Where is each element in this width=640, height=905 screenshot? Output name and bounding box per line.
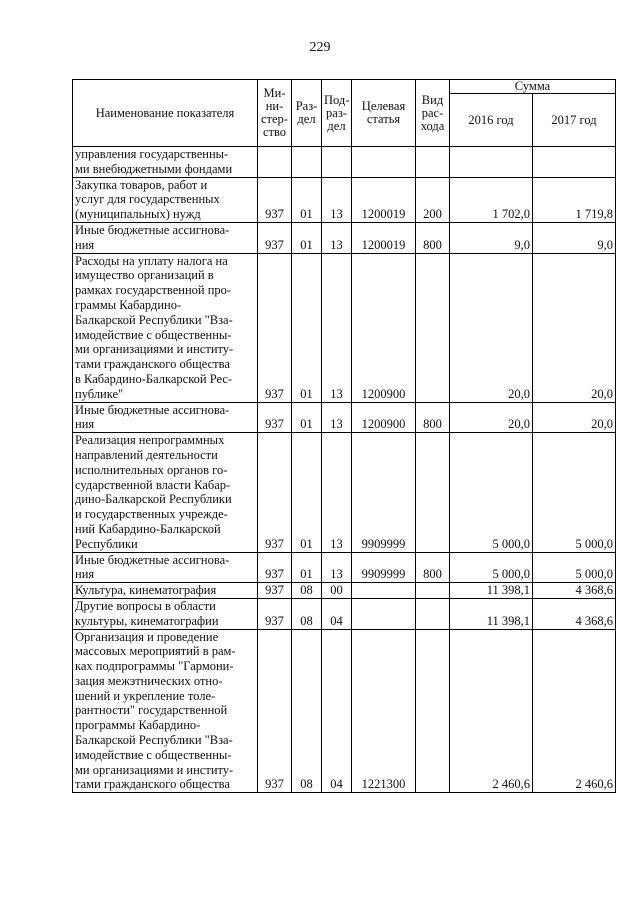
cell-subsection: 04 — [322, 598, 352, 629]
cell-ministry — [258, 147, 292, 178]
cell-expense-type — [416, 629, 450, 793]
header-expense-type: Вид рас- хода — [416, 80, 450, 147]
cell-name: Расходы на уплату налога на имущество организаций в рамках государственной про- граммы Кабардино- Балкарской Республики "Вза- имодействие с общественны- ми организациями и институ- тами гражданского общества в Кабардино-Балкарской Рес- публике" — [73, 253, 258, 402]
cell-section: 01 — [292, 433, 322, 552]
cell-subsection: 00 — [322, 583, 352, 599]
cell-sum-2017: 20,0 — [533, 253, 616, 402]
cell-target — [352, 598, 416, 629]
cell-section: 01 — [292, 552, 322, 583]
cell-ministry: 937 — [258, 583, 292, 599]
cell-expense-type: 800 — [416, 552, 450, 583]
cell-name: Организация и проведение массовых мероприятий в рам- ках подпрограммы "Гармони- зация межэтнических отно- шений и укрепление толе- рантности" государственной программы Кабардино- Балкарской Республики "Вза- имодействие с общественны- ми организациями и институ- тами гражданского общества — [73, 629, 258, 793]
cell-expense-type: 800 — [416, 222, 450, 253]
table-row — [73, 402, 616, 433]
cell-sum-2016: 11 398,1 — [450, 583, 533, 599]
header-target: Целевая статья — [352, 80, 416, 147]
cell-sum-2017: 5 000,0 — [533, 552, 616, 583]
header-year-2016: 2016 год — [450, 94, 533, 147]
cell-section: 08 — [292, 583, 322, 599]
cell-subsection: 13 — [322, 177, 352, 222]
cell-subsection: 13 — [322, 433, 352, 552]
cell-sum-2017: 5 000,0 — [533, 433, 616, 552]
cell-sum-2017: 9,0 — [533, 222, 616, 253]
cell-expense-type — [416, 147, 450, 178]
cell-section: 08 — [292, 598, 322, 629]
cell-sum-2017: 4 368,6 — [533, 598, 616, 629]
cell-section: 01 — [292, 402, 322, 433]
cell-expense-type — [416, 433, 450, 552]
cell-target — [352, 147, 416, 178]
cell-section — [292, 147, 322, 178]
cell-sum-2016: 5 000,0 — [450, 552, 533, 583]
cell-sum-2016 — [450, 147, 533, 178]
table-row — [73, 583, 616, 599]
cell-subsection — [322, 147, 352, 178]
cell-target: 9909999 — [352, 552, 416, 583]
cell-name: Иные бюджетные ассигнова- ния — [73, 222, 258, 253]
cell-ministry: 937 — [258, 222, 292, 253]
cell-ministry: 937 — [258, 629, 292, 793]
page-number: 229 — [309, 40, 331, 55]
header-year-2017: 2017 год — [533, 94, 616, 147]
cell-section: 01 — [292, 177, 322, 222]
cell-sum-2017: 4 368,6 — [533, 583, 616, 599]
header-section: Раз- дел — [292, 80, 322, 147]
cell-sum-2016: 2 460,6 — [450, 629, 533, 793]
cell-sum-2017: 20,0 — [533, 402, 616, 433]
cell-sum-2016: 11 398,1 — [450, 598, 533, 629]
cell-expense-type — [416, 253, 450, 402]
cell-subsection: 13 — [322, 552, 352, 583]
cell-ministry: 937 — [258, 402, 292, 433]
table-row — [73, 598, 616, 629]
cell-section: 08 — [292, 629, 322, 793]
cell-target: 9909999 — [352, 433, 416, 552]
cell-target: 1200019 — [352, 177, 416, 222]
cell-subsection: 13 — [322, 402, 352, 433]
table-body — [73, 147, 616, 793]
cell-ministry: 937 — [258, 177, 292, 222]
cell-sum-2016: 1 702,0 — [450, 177, 533, 222]
cell-name: Иные бюджетные ассигнова- ния — [73, 402, 258, 433]
table-row — [73, 147, 616, 178]
table-row — [73, 222, 616, 253]
cell-section: 01 — [292, 253, 322, 402]
cell-name: Культура, кинематография — [73, 583, 258, 599]
cell-ministry: 937 — [258, 598, 292, 629]
cell-subsection: 04 — [322, 629, 352, 793]
header-name: Наименование показателя — [73, 80, 258, 147]
header-sum: Сумма — [450, 80, 616, 94]
cell-ministry: 937 — [258, 552, 292, 583]
cell-name: Другие вопросы в области культуры, кинематографии — [73, 598, 258, 629]
cell-sum-2017: 2 460,6 — [533, 629, 616, 793]
cell-target: 1221300 — [352, 629, 416, 793]
cell-name: Реализация непрограммных направлений деятельности исполнительных органов го- сударственной власти Кабар- дино-Балкарской Республики и государственных учрежде- ний Кабардино-Балкарской Республики — [73, 433, 258, 552]
cell-subsection: 13 — [322, 253, 352, 402]
cell-expense-type: 800 — [416, 402, 450, 433]
table-row — [73, 433, 616, 552]
cell-target: 1200900 — [352, 253, 416, 402]
cell-target: 1200019 — [352, 222, 416, 253]
header-subsection: Под- раз- дел — [322, 80, 352, 147]
cell-subsection: 13 — [322, 222, 352, 253]
table-row — [73, 253, 616, 402]
cell-sum-2016: 5 000,0 — [450, 433, 533, 552]
cell-target: 1200900 — [352, 402, 416, 433]
cell-expense-type: 200 — [416, 177, 450, 222]
cell-expense-type — [416, 583, 450, 599]
cell-sum-2016: 20,0 — [450, 253, 533, 402]
cell-sum-2017 — [533, 147, 616, 178]
cell-sum-2017: 1 719,8 — [533, 177, 616, 222]
cell-name: Иные бюджетные ассигнова- ния — [73, 552, 258, 583]
cell-ministry: 937 — [258, 433, 292, 552]
cell-name: управления государственны- ми внебюджетными фондами — [73, 147, 258, 178]
table-row — [73, 552, 616, 583]
cell-section: 01 — [292, 222, 322, 253]
cell-ministry: 937 — [258, 253, 292, 402]
cell-target — [352, 583, 416, 599]
cell-sum-2016: 9,0 — [450, 222, 533, 253]
table-row — [73, 177, 616, 222]
header-ministry: Ми- ни- стер- ство — [258, 80, 292, 147]
cell-name: Закупка товаров, работ и услуг для государственных (муниципальных) нужд — [73, 177, 258, 222]
budget-table — [72, 79, 616, 793]
cell-expense-type — [416, 598, 450, 629]
table-row — [73, 629, 616, 793]
cell-sum-2016: 20,0 — [450, 402, 533, 433]
